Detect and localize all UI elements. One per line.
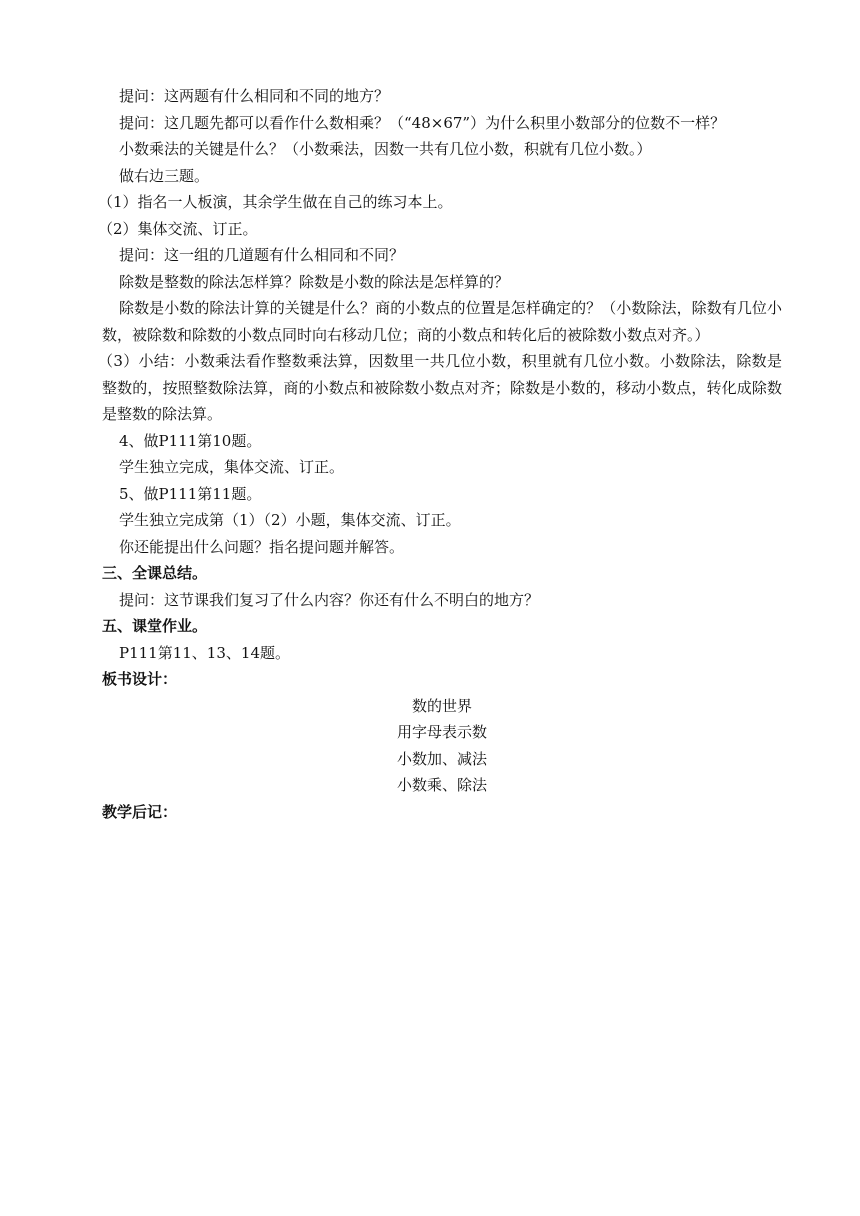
paragraph-step-3-summary: （3）小结：小数乘法看作整数乘法算，因数里一共几位小数，积里就有几位小数。小数除法，除数是整数的，按照整数除法算，商的小数点和被除数小数点对齐；除数是小数的，移动小数点，转化成除数是整数的除法算。 xyxy=(98,352,782,423)
document-page xyxy=(98,83,782,825)
paragraph-question-similarity: 提问：这两题有什么相同和不同的地方？ xyxy=(119,87,390,105)
board-line: 小数乘、除法 xyxy=(396,776,487,794)
section-5-heading: 五、课堂作业。 xyxy=(102,617,208,635)
paragraph-division-key: 除数是小数的除法计算的关键是什么？商的小数点的位置是怎样确定的？（小数除法，除数有几位小数，被除数和除数的小数点同时向右移动几位；商的小数点和转化后的被除数小数点对齐。） xyxy=(102,299,782,344)
section-5-text: P111第11、13、14题。 xyxy=(119,643,290,662)
paragraph-exercise-5-detail: 学生独立完成第（1）（2）小题，集体交流、订正。 xyxy=(119,511,461,529)
board-design-content xyxy=(102,693,782,799)
section-3-heading: 三、全课总结。 xyxy=(102,564,208,582)
board-design-heading: 板书设计： xyxy=(102,670,178,688)
paragraph-do-right-three: 做右边三题。 xyxy=(119,166,210,185)
paragraph-question-group: 提问：这一组的几道题有什么相同和不同？ xyxy=(119,246,405,264)
board-line: 用字母表示数 xyxy=(396,723,487,741)
paragraph-key-multiplication: 小数乘法的关键是什么？（小数乘法，因数一共有几位小数，积就有几位小数。） xyxy=(119,140,652,158)
board-line: 小数加、减法 xyxy=(396,749,487,768)
paragraph-division-how: 除数是整数的除法怎样算？除数是小数的除法是怎样算的？ xyxy=(119,272,510,291)
paragraph-step-2: （2）集体交流、订正。 xyxy=(98,219,258,238)
section-3-text: 提问：这节课我们复习了什么内容？你还有什么不明白的地方？ xyxy=(119,590,540,609)
paragraph-exercise-4: 4、做P111第10题。 xyxy=(119,431,262,450)
paragraph-more-questions: 你还能提出什么问题？指名提问题并解答。 xyxy=(119,537,405,556)
paragraph-question-multiply: 提问：这几题先都可以看作什么数相乘？（“48×67”）为什么积里小数部分的位数不一样？ xyxy=(119,113,726,132)
paragraph-exercise-5: 5、做P111第11题。 xyxy=(119,484,262,503)
paragraph-step-1: （1）指名一人板演，其余学生做在自己的练习本上。 xyxy=(98,193,453,211)
paragraph-exercise-4-detail: 学生独立完成，集体交流、订正。 xyxy=(119,458,345,476)
afterword-heading: 教学后记： xyxy=(102,802,178,821)
board-line: 数的世界 xyxy=(411,696,472,715)
